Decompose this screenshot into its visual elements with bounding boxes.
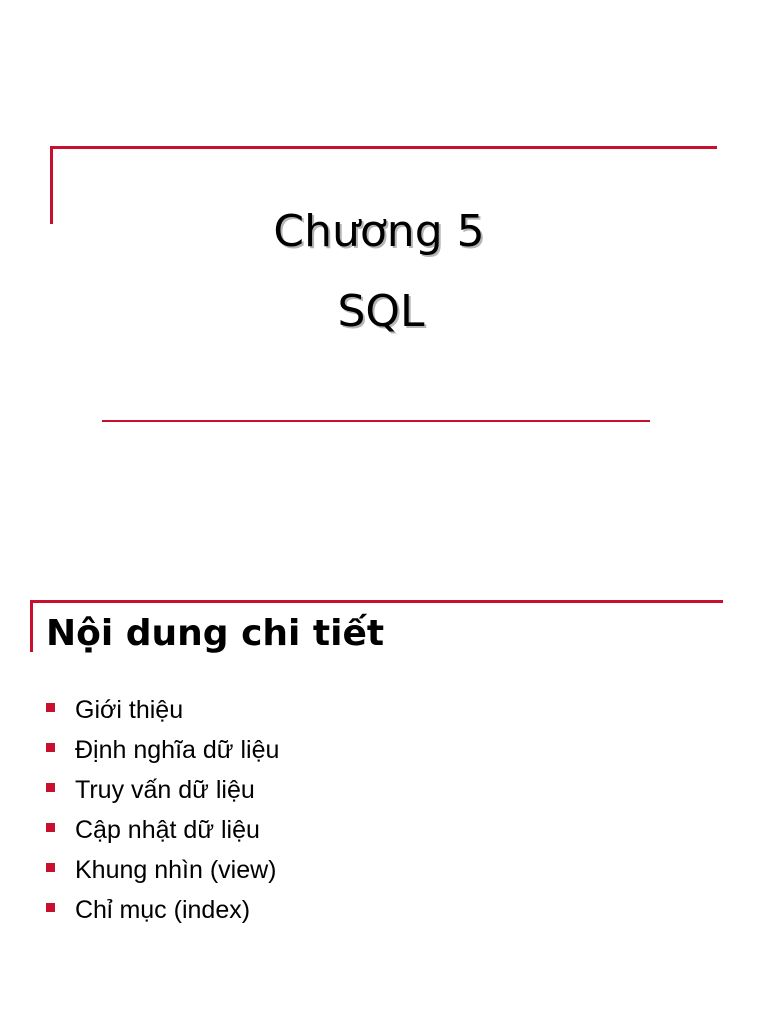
list-item-label: Giới thiệu bbox=[75, 695, 184, 724]
list-item-label: Chỉ mục (index) bbox=[75, 895, 251, 924]
square-bullet-icon bbox=[46, 823, 55, 832]
list-item bbox=[46, 690, 279, 730]
square-bullet-icon bbox=[46, 703, 55, 712]
list-item bbox=[46, 850, 279, 890]
frame-left-line bbox=[30, 600, 33, 652]
list-item bbox=[46, 890, 279, 930]
chapter-title: Chương 5 bbox=[273, 206, 485, 257]
square-bullet-icon bbox=[46, 743, 55, 752]
list-item bbox=[46, 810, 279, 850]
list-item-label: Định nghĩa dữ liệu bbox=[75, 735, 280, 764]
list-item bbox=[46, 770, 279, 810]
square-bullet-icon bbox=[46, 863, 55, 872]
chapter-subtitle: SQL bbox=[337, 286, 425, 337]
list-item bbox=[46, 730, 279, 770]
title-underline bbox=[102, 420, 650, 422]
square-bullet-icon bbox=[46, 783, 55, 792]
list-item-label: Cập nhật dữ liệu bbox=[75, 815, 260, 844]
list-item-label: Khung nhìn (view) bbox=[75, 855, 277, 884]
content-slide bbox=[0, 540, 768, 1024]
list-item-label: Truy vấn dữ liệu bbox=[75, 775, 255, 804]
bullet-list bbox=[46, 690, 279, 930]
slide-title: Nội dung chi tiết bbox=[46, 613, 385, 654]
frame-top-line bbox=[50, 146, 717, 149]
frame-top-line bbox=[30, 600, 723, 603]
square-bullet-icon bbox=[46, 903, 55, 912]
